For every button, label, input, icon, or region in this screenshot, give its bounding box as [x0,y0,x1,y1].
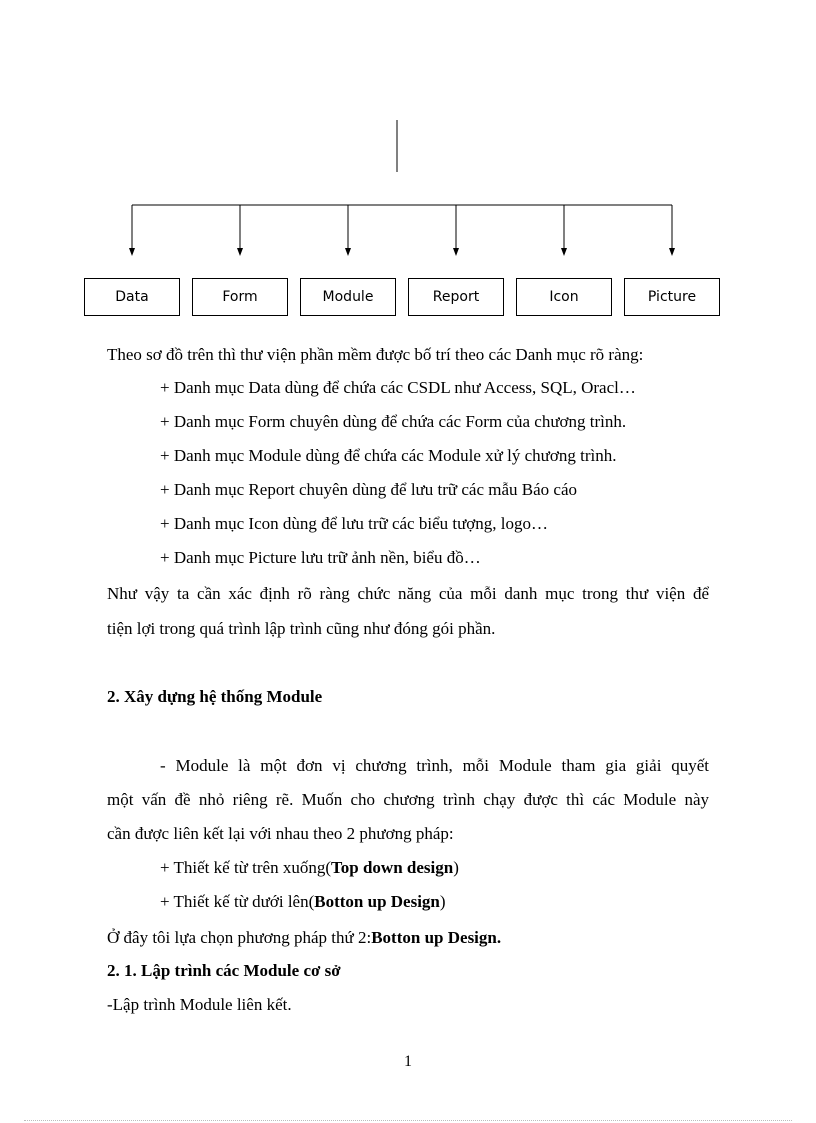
box-label: Report [432,289,480,305]
method-choice [107,928,501,948]
section-2-line-2: một vấn đề nhỏ riêng rẽ. Muốn cho chương trình chạy được thì các Module này [107,790,709,809]
bullet-icon: + Danh mục Icon dùng để lưu trữ các biểu tượng, logo… [160,514,549,533]
library-diagram [0,0,816,330]
box-form [192,278,288,316]
bullet-form: + Danh mục Form chuyên dùng để chứa các Form của chương trình. [160,412,627,431]
method-2-suffix: ) [439,892,446,911]
method-1-bold: Top down design [330,858,454,877]
box-module [300,278,396,316]
section-2-para-first [160,756,709,776]
arrowhead-3 [345,248,351,256]
arrowhead-1 [129,248,135,256]
method-2-prefix: + Thiết kế từ dưới lên( [160,892,315,911]
box-label: Form [222,289,258,305]
section-2-line-1: - Module là một đơn vị chương trình, mỗi Module tham gia giải quyết [160,756,709,775]
section-2-heading: 2. Xây dựng hệ thống Module [107,687,323,706]
arrowhead-2 [237,248,243,256]
bullet-report: + Danh mục Report chuyên dùng để lưu trữ các mẫu Báo cáo [160,480,577,499]
arrowhead-5 [561,248,567,256]
method-1-prefix: + Thiết kế từ trên xuống( [160,858,331,877]
box-label: Data [115,289,149,305]
summary-line-2: tiện lợi trong quá trình lập trình cũng như đóng gói phần. [107,619,496,638]
bullet-picture: + Danh mục Picture lưu trữ ảnh nền, biểu đồ… [160,548,481,567]
section-2-1-item: -Lập trình Module liên kết. [107,995,292,1014]
intro-text: Theo sơ đồ trên thì thư viện phần mềm được bố trí theo các Danh mục rõ ràng: [107,345,644,364]
arrowhead-6 [669,248,675,256]
section-2-1-heading: 2. 1. Lập trình các Module cơ sở [107,961,341,980]
bullet-data: + Danh mục Data dùng để chứa các CSDL như Access, SQL, Oracl… [160,378,636,397]
page-bottom-border [24,1120,792,1121]
summary-paragraph [107,584,709,604]
choice-prefix: Ở đây tôi lựa chọn phương pháp thứ 2: [107,928,372,947]
summary-line-1: Như vậy ta cần xác định rõ ràng chức năng của mỗi danh mục trong thư viện để [107,584,709,603]
box-data [84,278,180,316]
method-2-bold: Botton up Design [314,892,440,911]
method-top-down [160,858,459,878]
box-icon [516,278,612,316]
page-number: 1 [404,1053,412,1070]
choice-bold: Botton up Design. [371,928,502,947]
bullet-module: + Danh mục Module dùng để chứa các Module xử lý chương trình. [160,446,617,465]
box-picture [624,278,720,316]
arrowhead-4 [453,248,459,256]
box-label: Icon [549,289,579,305]
section-2-para-second [107,790,709,810]
section-2-line-3: cần được liên kết lại với nhau theo 2 phương pháp: [107,824,454,843]
method-bottom-up [160,892,446,912]
box-label: Module [322,289,374,305]
method-1-suffix: ) [453,858,459,877]
box-report [408,278,504,316]
box-label: Picture [647,289,697,305]
